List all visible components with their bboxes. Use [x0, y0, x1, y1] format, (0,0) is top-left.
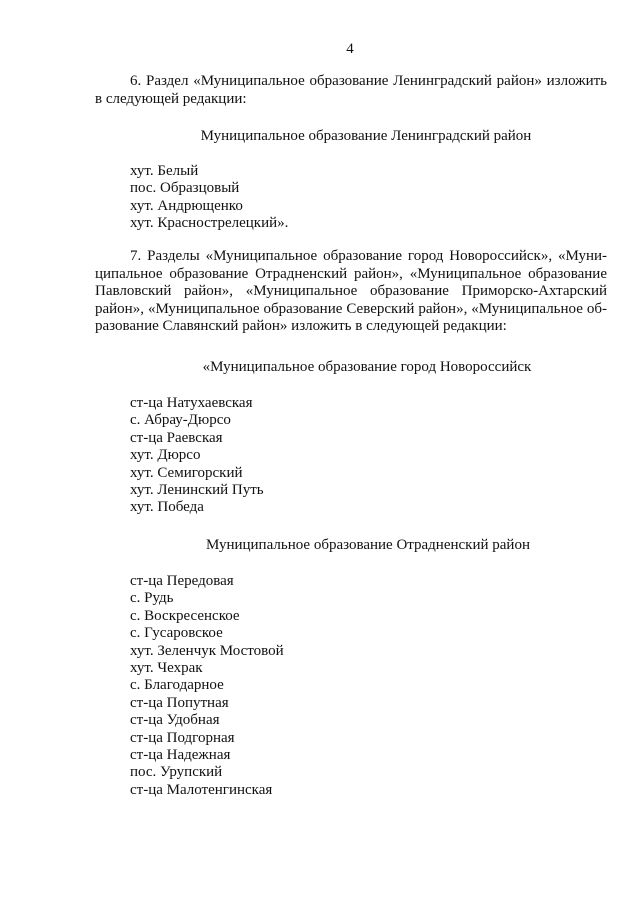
list-item: хут. Чехрак	[130, 660, 203, 677]
paragraph-line: в следующей редакции:	[95, 90, 247, 107]
paragraph-text: 7. Разделы «Муниципальное образование город Новороссийск», «Муни-	[130, 248, 607, 264]
list-item: с. Благодарное	[130, 677, 224, 694]
section-6-paragraph	[95, 73, 607, 108]
paragraph-line: ципальное образование Отрадненский район», «Муниципальное образование	[95, 265, 607, 282]
novorossiysk-heading: «Муниципальное образование город Новороссийск	[202, 359, 532, 375]
list-item: с. Воскресенское	[130, 607, 240, 624]
list-item: пос. Урупский	[130, 764, 223, 781]
leningrad-heading: Муниципальное образование Ленинградский район	[200, 128, 532, 144]
otradnensky-settlement-list	[130, 573, 284, 799]
novorossiysk-settlement-list	[130, 395, 264, 517]
paragraph-line	[95, 73, 607, 91]
paragraph-line: район», «Муниципальное образование Северский район», «Муниципальное об-	[95, 300, 607, 317]
list-item: с. Абрау-Дюрсо	[130, 412, 231, 429]
otradnensky-heading: Муниципальное образование Отрадненский район	[205, 537, 530, 553]
section-7-paragraph	[95, 248, 607, 336]
leningrad-settlement-list	[130, 163, 288, 233]
list-item: хут. Семигорский	[130, 464, 243, 481]
list-item: ст-ца Подгорная	[130, 729, 235, 746]
list-item: ст-ца Надежная	[130, 747, 231, 764]
list-item: ст-ца Попутная	[130, 694, 229, 711]
list-item: ст-ца Малотенгинская	[130, 781, 273, 798]
list-item: хут. Ленинский Путь	[130, 482, 264, 499]
paragraph-line: Павловский район», «Муниципальное образование Приморско-Ахтарский	[95, 283, 607, 300]
list-item: хут. Дюрсо	[130, 447, 201, 464]
list-item: с. Рудь	[130, 590, 174, 607]
list-item: хут. Белый	[130, 163, 199, 179]
list-item: хут. Победа	[130, 499, 204, 516]
list-item: хут. Зеленчук Мостовой	[130, 642, 284, 659]
list-item: ст-ца Натухаевская	[130, 395, 253, 411]
list-item: хут. Андрющенко	[130, 197, 243, 214]
list-item: с. Гусаровское	[130, 625, 223, 642]
list-item: ст-ца Раевская	[130, 429, 223, 446]
list-item: пос. Образцовый	[130, 180, 240, 197]
paragraph-text: 6. Раздел «Муниципальное образование Ленинградский район» изложить	[130, 73, 607, 89]
paragraph-line	[95, 248, 607, 266]
list-item: хут. Краснострелецкий».	[130, 215, 289, 232]
page-number: 4	[346, 41, 354, 57]
list-item: ст-ца Удобная	[130, 712, 220, 729]
paragraph-line: разование Славянский район» изложить в следующей редакции:	[95, 318, 507, 335]
list-item: ст-ца Передовая	[130, 573, 234, 589]
